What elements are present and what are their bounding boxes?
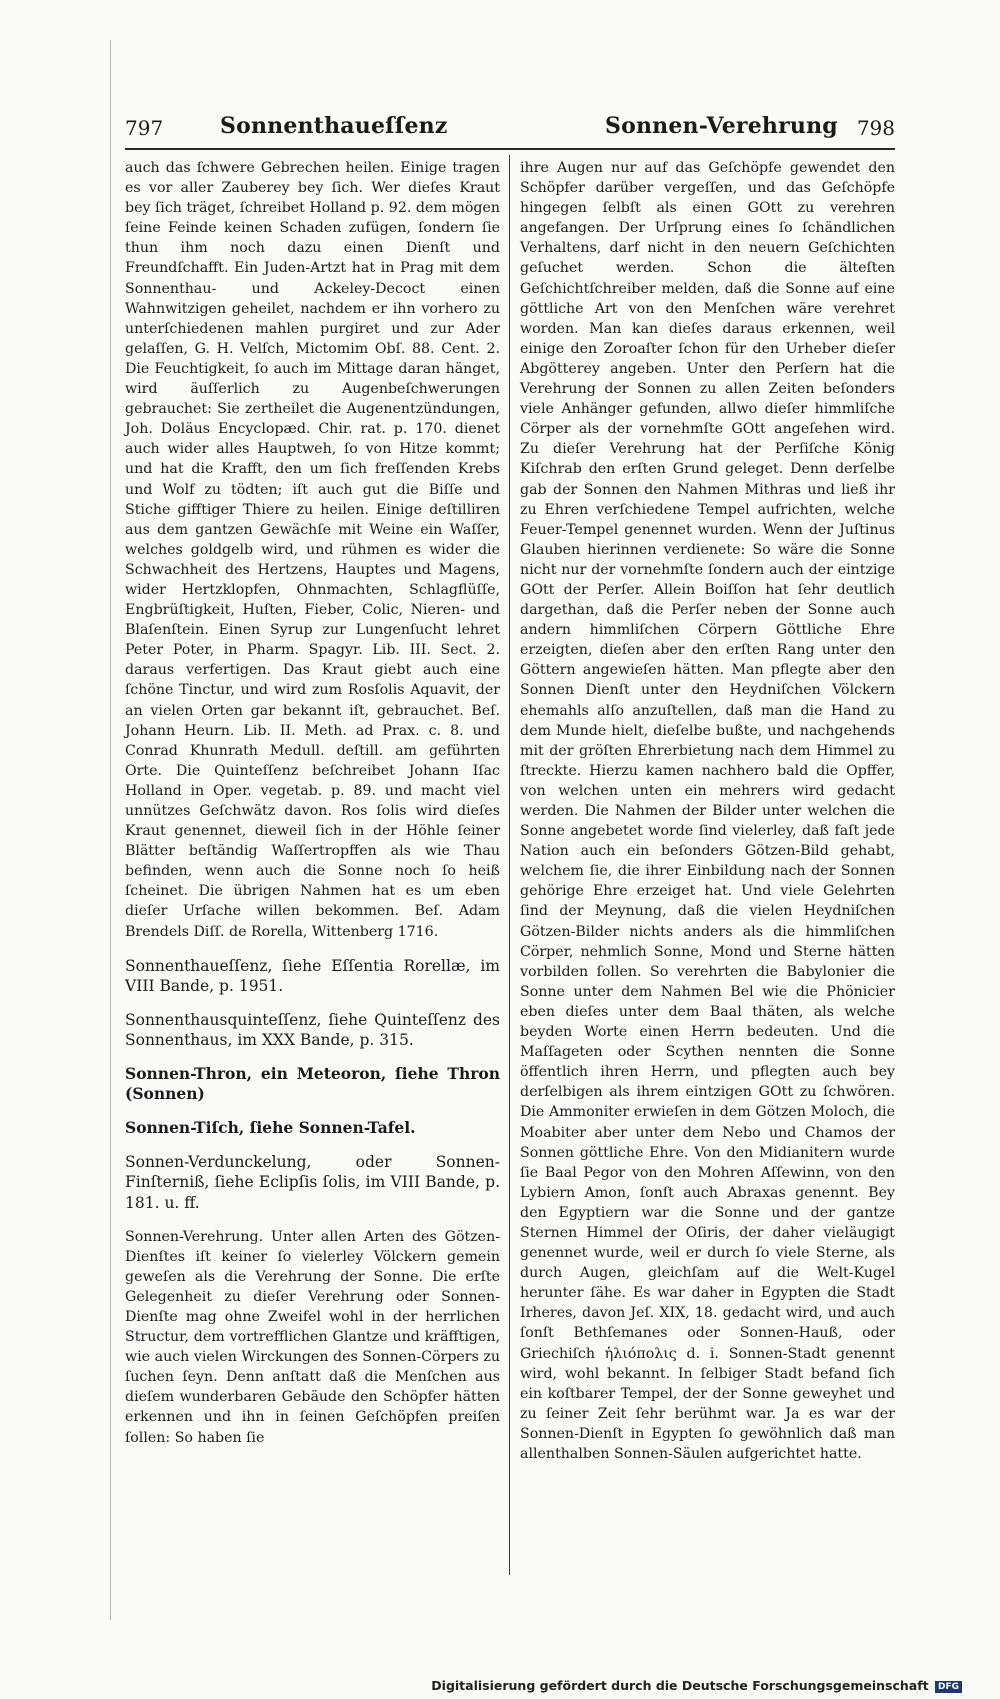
header-rule bbox=[125, 148, 895, 150]
entry-sonnen-tisch: Sonnen-Tiſch, ſiehe Sonnen-Tafel. bbox=[125, 1118, 416, 1138]
footer-text: Digitalisierung gefördert durch die Deutsche Forschungsgemeinschaft bbox=[431, 1678, 929, 1693]
right-column bbox=[520, 158, 895, 1464]
page-number-left: 797 bbox=[125, 116, 164, 140]
running-head-left: Sonnenthaueſſenz bbox=[220, 113, 448, 139]
entry-sonnenthausquintessenz: Sonnenthausquinteſſenz, ſiehe Quinteſſenz des Sonnenthaus, im XXX Bande, p. 315. bbox=[125, 1010, 500, 1049]
column-divider bbox=[509, 155, 510, 1575]
entry-sonnen-verdunckelung: Sonnen-Verdunckelung, oder Sonnen-Finſterniß, ſiehe Eclipſis ſolis, im VIII Bande, p. 181. u. ff. bbox=[125, 1153, 500, 1212]
entry-sonnen-thron: Sonnen-Thron, ein Meteoron, ſiehe Thron (Sonnen) bbox=[125, 1064, 500, 1104]
binding-edge-line bbox=[110, 40, 111, 1620]
left-column bbox=[125, 158, 500, 1448]
paragraph-continuation: auch das ſchwere Gebrechen heilen. Einige tragen es vor aller Zauberey bey ſich. Wer dieſes Kraut bey ſich träget, ſchreibet Holland p. 92. dem mögen ſeine Feinde keinen Schaden zufügen, ſondern ſie thun ihm noch dazu einen Dienſt und Freundſchafft. Ein Juden-Artzt hat in Prag mit dem Sonnenthau- und Ackeley-Decoct einen Wahnwitzigen geheilet, nachdem er ihn vorhero zu unterſchiedenen mahlen purgiret und zur Ader gelaſſen, G. H. Velſch, Mictomim Obſ. 88. Cent. 2. Die Feuchtigkeit, ſo auch im Mittage daran hänget, wird äuſſerlich zu Augenbeſchwerungen gebrauchet: Sie zertheilet die Augenentzündungen, Joh. Doläus Encyclopæd. Chir. rat. p. 170. dienet auch wider alles Hauptweh, ſo von Hitze kommt; und hat die Krafft, den um ſich freſſenden Krebs und Wolf zu tödten; iſt auch gut die Biſſe und Stiche gifftiger Thiere zu heilen. Einige deſtilliren aus dem gantzen Gewächſe mit Weine ein Waſſer, welches goldgelb wird, und rühmen es wider die Schwachheit des Hertzens, Hauptes und Magens, wider Hertzklopfen, Ohnmachten, Schlagflüſſe, Engbrüſtigkeit, Huſten, Fieber, Colic, Nieren- und Blaſenſtein. Einen Syrup zur Lungenſucht lehret Peter Poter, in Pharm. Spagyr. Lib. III. Sect. 2. daraus verfertigen. Das Kraut giebt auch eine ſchöne Tinctur, und wird zum Rosſolis Aquavit, der an vielen Orten gar bekannt iſt, gebrauchet. Beſ. Johann Heurn. Lib. II. Meth. ad Prax. c. 8. und Conrad Khunrath Medull. deſtill. am geführten Orte. Die Quinteſſenz beſchreibet Johann Iſac Holland in Oper. vegetab. p. 89. und macht viel unnützes Geſchwätz davon. Ros ſolis wird dieſes Kraut genennet, dieweil ſich in der Höhle ſeiner Blätter beſtändig Waſſertropffen als wie Thau befinden, wenn auch die Sonne noch ſo heiß ſcheinet. Die übrigen Nahmen hat es um eben dieſer Urſache willen bekommen. Beſ. Adam Brendels Diſſ. de Rorella, Wittenberg 1716. bbox=[125, 160, 500, 940]
page-number-right: 798 bbox=[856, 116, 895, 140]
page-header bbox=[125, 108, 895, 148]
digitization-footer bbox=[431, 1678, 962, 1693]
dfg-logo: DFG bbox=[935, 1681, 962, 1693]
running-head-right: Sonnen-Verehrung bbox=[605, 113, 838, 139]
entry-sonnen-verehrung: Sonnen-Verehrung. Unter allen Arten des Götzen-Dienſtes iſt keiner ſo vielerley Völckern gemein geweſen als die Verehrung der Sonne. Die erſte Gelegenheit zu dieſer Verehrung oder Sonnen-Dienſte mag ohne Zweifel wohl in der herrlichen Structur, dem vortrefflichen Glantze und kräfftigen, wie auch vielen Wirckungen des Sonnen-Cörpers zu ſuchen ſeyn. Denn anſtatt daß die Menſchen aus dieſem wunderbaren Gebäude den Schöpfer hätten erkennen und ihn in ſeinen Geſchöpfen preiſen ſollen: So haben ſie bbox=[125, 1228, 500, 1446]
entry-sonnenthauessenz: Sonnenthaueſſenz, ſiehe Eſſentia Rorellæ, im VIII Bande, p. 1951. bbox=[125, 956, 500, 995]
paragraph-sonnen-verehrung-cont: ihre Augen nur auf das Geſchöpfe gewendet den Schöpfer darüber vergeſſen, und das Geſchöpfe hingegen ſelbſt als einen GOtt zu verehren angefangen. Der Urſprung eines ſo ſchändlichen Verhaltens, darf nicht in den neuern Geſchichten geſuchet werden. Schon die älteſten Geſchichtſchreiber melden, daß die Sonne auf eine göttliche Art von den Menſchen wäre verehret worden. Man kan dieſes daraus erkennen, weil einige den Zoroaſter ſchon für den Urheber dieſer Abgötterey angeben. Unter den Perſern hat die Verehrung der Sonnen zu allen Zeiten beſonders viele Anhänger gefunden, allwo dieſer himmliſche Cörper als der vornehmſte GOtt angeſehen wird. Zu dieſer Verehrung hat der Perſiſche König Kiſchrab den erſten Grund geleget. Denn derſelbe gab der Sonnen den Nahmen Mithras und ließ ihr zu Ehren verſchiedene Tempel aufrichten, welche Feuer-Tempel genennet wurden. Wenn der Juſtinus Glauben hierinnen verdienete: So wäre die Sonne nicht nur der vornehmſte ſondern auch der eintzige GOtt der Perſer. Allein Boiſſon hat ſehr deutlich dargethan, daß die Perſer neben der Sonne auch andern himmliſchen Cörpern Göttliche Ehre erzeigten, dieſen aber den erſten Rang unter den Göttern angewieſen hätten. Man pflegte aber den Sonnen Dienſt unter den Heydniſchen Völckern ehemahls alſo anzuſtellen, daß man die Hand zu dem Munde hielt, dieſelbe bußte, und nachgehends mit der gröſten Ehrerbietung nach dem Himmel zu ſtreckte. Hierzu kamen nachhero bald die Opffer, von welchen unten ein mehrers wird gedacht werden. Die Nahmen der Bilder unter welchen die Sonne angebetet worde ſind vielerley, daß faſt jede Nation auch ein beſonders Götzen-Bild gehabt, welchem ſie, die ihrer Einbildung nach der Sonnen gehörige Ehre erzeiget hat. Und viele Gelehrten ſind der Meynung, daß die vielen Heydniſchen Götzen-Bilder nichts anders als die himmliſchen Cörper, nehmlich Sonne, Mond und Sterne hätten vorbilden ſollen. So verehrten die Babylonier die Sonne unter dem Nahmen Bel wie die Phönicier eben dieſes unter dem Baal thäten, als welche beyden Worte einen Herrn bedeuten. Und die Maſſageten oder Scythen nennten die Sonne öffentlich ihren Herrn, und pflegten auch bey derſelbigen als ihrem eintzigen GOtt zu ſchwören. Die Ammoniter erwieſen in dem Götzen Moloch, die Moabiter aber unter dem Nebo und Chamos der Sonnen göttliche Ehre. Von den Midianitern wurde ſie Baal Pegor von den Mohren Aſſewinn, von den Lybiern Amon, ſonſt auch Abraxas genennt. Bey den Egyptiern war die Sonne und der gantze Sternen Himmel der Oſiris, der daher vieläugigt genennet wurde, weil er durch ſo viele Sterne, als durch Augen, gleichſam auf die Welt-Kugel herunter ſähe. Es war daher in Egypten die Stadt Irheres, davon Jeſ. XIX, 18. gedacht wird, und auch ſonſt Bethſemanes oder Sonnen-Hauß, oder Griechiſch ἡλιόπολις d. i. Sonnen-Stadt genennt wird, wohl bekannt. In ſelbiger Stadt befand ſich ein koſtbarer Tempel, der der Sonne geweyhet und zu ſeiner Zeit ſehr berühmt war. Ja es war der Sonnen-Dienſt in Egypten ſo gewöhnlich daß man allenthalben Sonnen-Säulen aufgerichtet hatte. bbox=[520, 160, 895, 1462]
